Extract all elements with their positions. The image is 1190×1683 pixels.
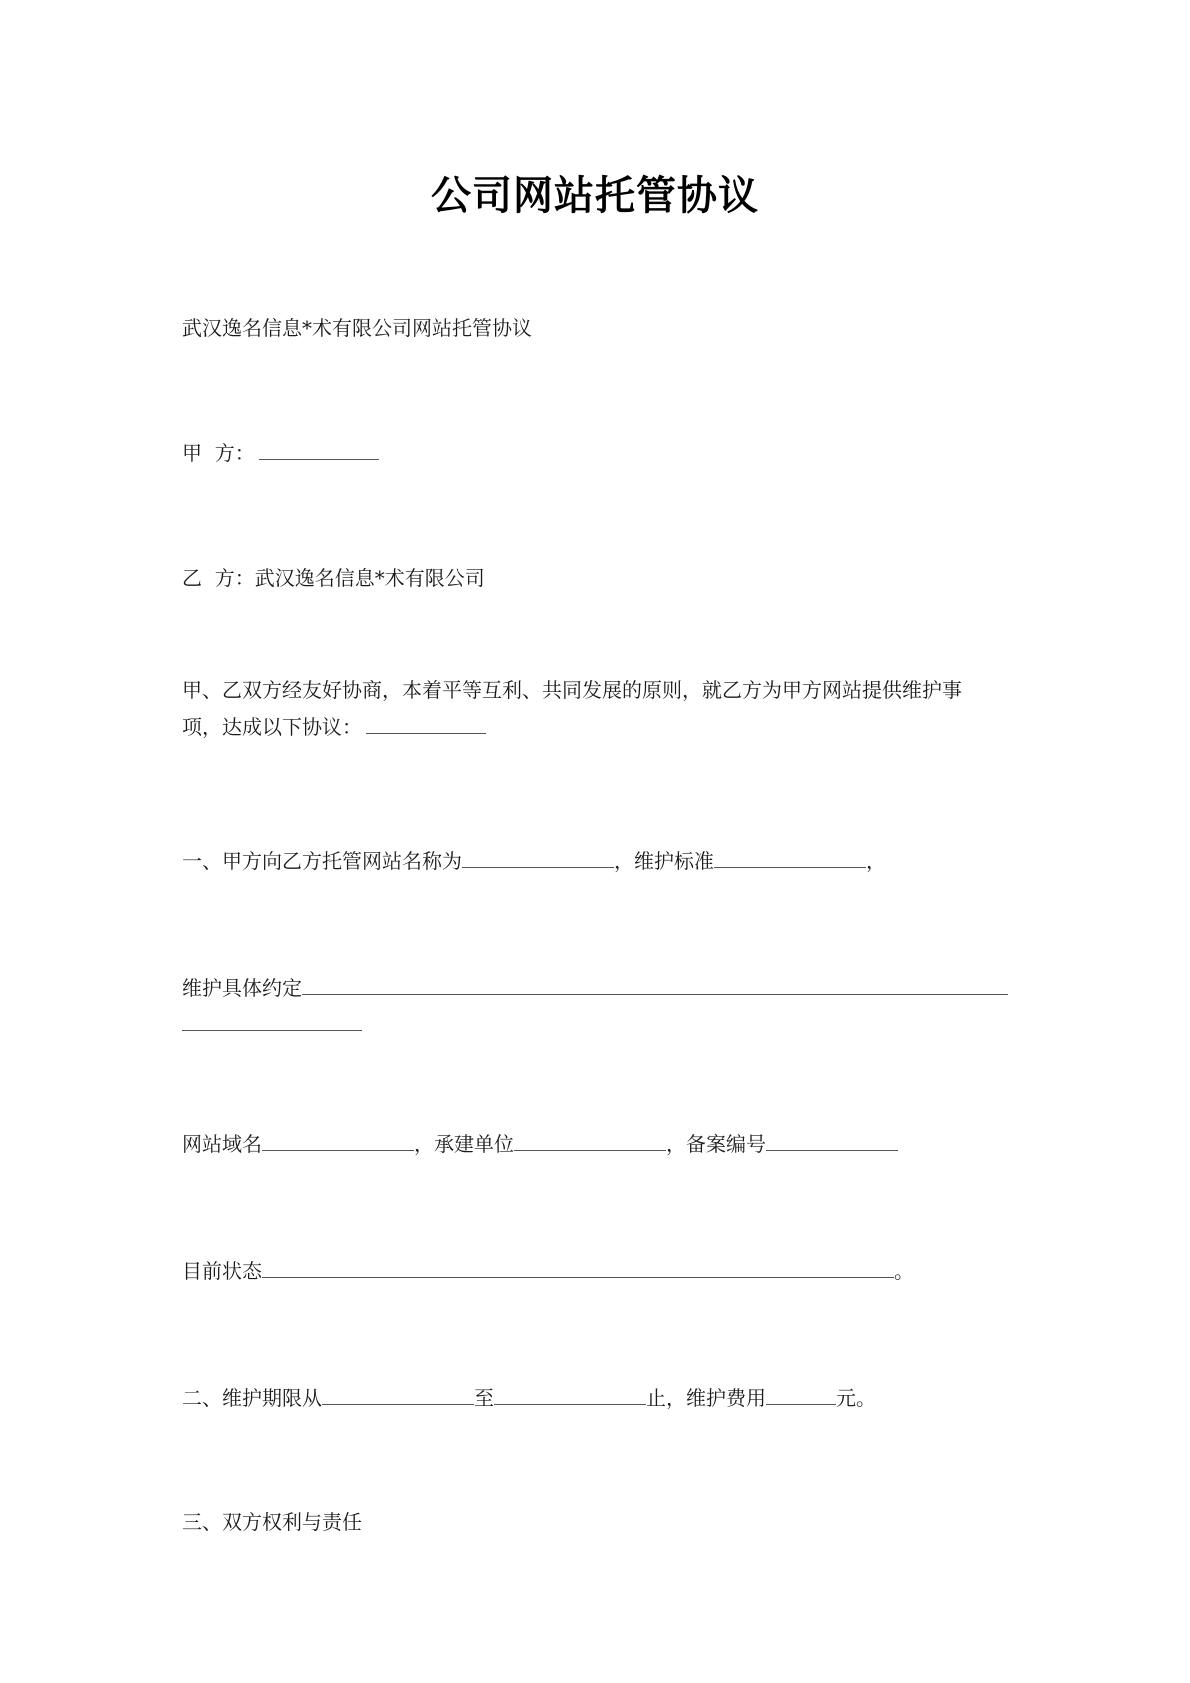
details-blank-1[interactable] (302, 974, 1008, 995)
record-blank[interactable] (766, 1130, 898, 1151)
party-a-label: 甲 方： (182, 441, 255, 465)
party-b-value: 武汉逸名信息*术有限公司 (254, 566, 485, 590)
clause-1-mid: ，维护标准 (614, 849, 714, 873)
record-label: ，备案编号 (666, 1132, 766, 1156)
maintenance-standard-blank[interactable] (714, 847, 866, 868)
party-b-label: 乙 方： (182, 566, 255, 590)
status-line (182, 1257, 914, 1284)
status-label: 目前状态 (182, 1259, 262, 1283)
intro-line-2-text: 项，达成以下协议： (182, 715, 362, 739)
domain-line (182, 1130, 898, 1157)
party-b-line (182, 565, 485, 591)
clause-2-prefix: 二、维护期限从 (182, 1386, 322, 1410)
details-line-2 (182, 1010, 362, 1037)
party-a-blank[interactable] (259, 439, 379, 460)
clause-2-to: 至 (474, 1386, 494, 1410)
fee-blank[interactable] (766, 1384, 836, 1405)
party-a-line (182, 439, 379, 466)
domain-blank[interactable] (262, 1130, 414, 1151)
agreement-heading: 武汉逸名信息*术有限公司网站托管协议 (182, 316, 532, 340)
details-blank-2[interactable] (182, 1010, 362, 1031)
clause-3-heading: 三、双方权利与责任 (182, 1510, 362, 1534)
status-end: 。 (894, 1259, 914, 1283)
intro-line-1: 甲、乙双方经友好协商，本着平等互利、共同发展的原则，就乙方为甲方网站提供维护事 (182, 678, 962, 702)
status-blank[interactable] (262, 1257, 894, 1278)
clause-1-prefix: 一、甲方向乙方托管网站名称为 (182, 849, 462, 873)
clause-1-line (182, 847, 886, 874)
intro-blank[interactable] (366, 713, 486, 734)
builder-blank[interactable] (514, 1130, 666, 1151)
start-date-blank[interactable] (322, 1384, 474, 1405)
intro-paragraph (182, 672, 1022, 746)
clause-2-line (182, 1384, 876, 1411)
clause-1-end: ， (866, 849, 886, 873)
details-label: 维护具体约定 (182, 976, 302, 1000)
clause-2-unit: 元。 (836, 1386, 876, 1410)
clause-2-until: 止，维护费用 (646, 1386, 766, 1410)
builder-label: ，承建单位 (414, 1132, 514, 1156)
end-date-blank[interactable] (494, 1384, 646, 1405)
document-title: 公司网站托管协议 (431, 173, 759, 219)
intro-line-2 (182, 709, 1022, 746)
domain-label: 网站域名 (182, 1132, 262, 1156)
details-line (182, 974, 1008, 1001)
website-name-blank[interactable] (462, 847, 614, 868)
